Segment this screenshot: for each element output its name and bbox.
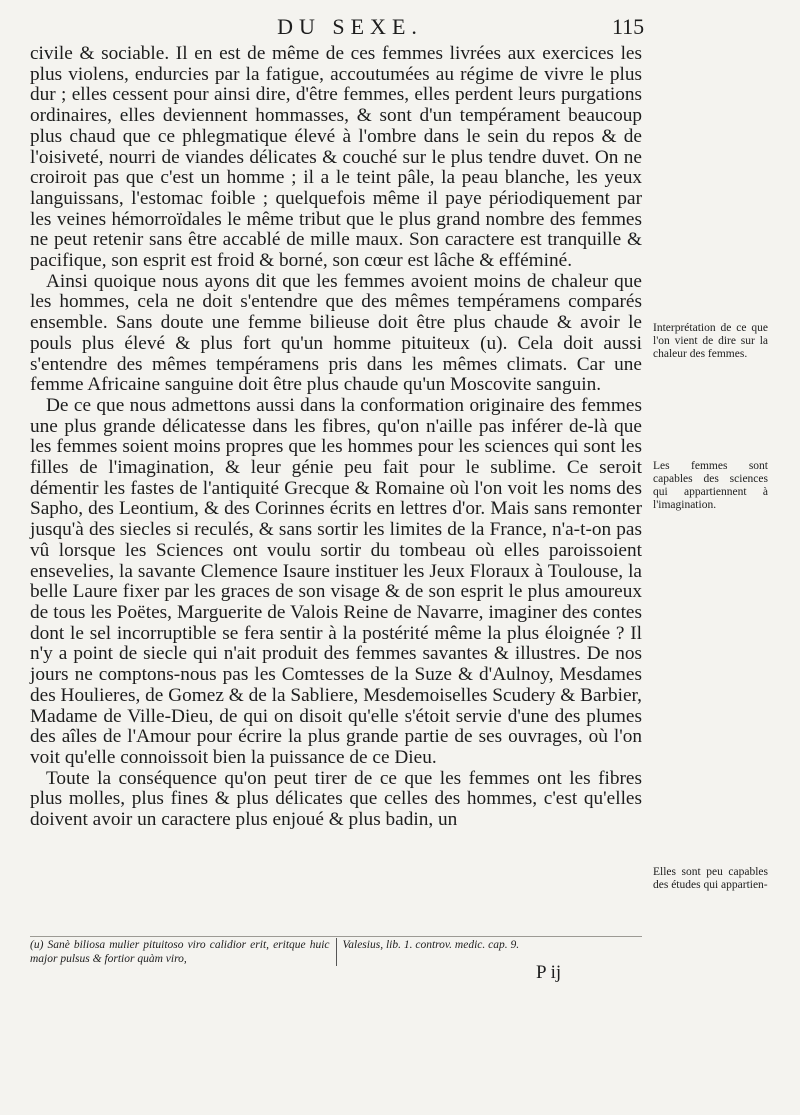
main-text [30, 44, 642, 831]
paragraph: Toute la conséquence qu'on peut tirer de ce que les femmes ont les fibres plus molles, plus fines & plus délicates que celles des hommes, c'est qu'elles doivent avoir un caractere plus enjoué & plus badin, un [30, 767, 642, 831]
page-number: 115 [612, 14, 645, 39]
footnote-rule [30, 936, 642, 937]
footnote-right: Valesius, lib. 1. controv. medic. cap. 9. [342, 939, 520, 951]
signature-mark: P ij [536, 962, 562, 983]
footnote-left: (u) Sanè biliosa mulier pituitoso viro calidior erit, eritque huic major pulsus & fortior quàm viro, [30, 938, 337, 966]
paragraph: civile & sociable. Il en est de même de ces femmes livrées aux exercices les plus violens, endurcies par la fatigue, accoutumées au régime de vivre le plus dur ; elles cessent pour ainsi dire, d'être femmes, elles perdent leurs purgations ordinaires, elles deviennent hommasses, & sont d'un tempérament beaucoup plus chaud que ce phlegmatique élevé à l'ombre dans le sein du repos & de l'oisiveté, nourri de viandes délicates & couché sur le plus tendre duvet. On ne croiroit pas que c'est un homme ; il a le teint pâle, la peau blanche, les yeux languissans, l'estomac foible ; quelquefois même il paye périodiquement par les veines hémorroïdales le même tribut que le plus grand nombre des femmes ne peut retenir sans être accablé de mille maux. Son caractere est tranquille & pacifique, son esprit est froid & borné, son cœur est lâche & efféminé. [30, 43, 642, 272]
paragraph: Ainsi quoique nous ayons dit que les femmes avoient moins de chaleur que les hommes, cela ne doit s'entendre que des mêmes tempéramens comparés ensemble. Sans doute une femme bilieuse doit être plus chaude & avoir le pouls plus élevé & plus fort qu'un homme pituiteux (u). Cela doit aussi s'entendre des mêmes tempéramens pris dans les mêmes climats. Car une femme Africaine sanguine doit être plus chaude qu'un Moscovite sanguin. [30, 270, 642, 396]
paragraph: De ce que nous admettons aussi dans la conformation originaire des femmes une plus grande délicatesse dans les fibres, qu'on n'aille pas inférer de-là que les femmes soient moins propres que les hommes pour les sciences qui sont les filles de l'imagination, & leur génie peu fait pour le sublime. Ce seroit démentir les fastes de l'antiquité Grecque & Romaine où l'on voit les noms des Sapho, des Leontium, & des Corinnes écrits en lettres d'or. Mais sans remonter jusqu'à des siecles si reculés, & sans sortir les limites de la France, n'a-t-on pas vû lorsque les Sciences ont voulu sortir du tombeau où elles paroissoient ensevelies, la savante Clemence Isaure instituer les Jeux Floraux à Toulouse, la belle Laure fixer par les graces de son visage & de son esprit le plus amoureux de tous les Poëtes, Marguerite de Valois Reine de Navarre, imaginer des contes dont le sel incorruptible se fera sentir à la postérité même la plus éloignée ? Il n'y a point de siecle qui n'ait produit des femmes savantes & illustres. De nos jours ne comptons-nous pas les Comtesses de la Suze & d'Aulnoy, Mesdames des Houlieres, de Gomez & de la Sabliere, Mesdemoiselles Scudery & Barbier, Madame de Ville-Dieu, de qui on disoit qu'elle s'étoit servie d'une des plumes des aîles de l'Amour pour écrire la plus grande partie de ses ouvrages, où l'on voit qu'elle connoissoit bien la puissance de ce Dieu. [30, 394, 642, 768]
margin-note: Elles sont peu capables des études qui appartien- [653, 866, 768, 891]
running-title: DU SEXE. [277, 14, 423, 39]
margin-note: Les femmes sont capables des sciences qui appartiennent à l'imagination. [653, 460, 768, 511]
margin-note: Interprétation de ce que l'on vient de dire sur la chaleur des femmes. [653, 322, 768, 360]
